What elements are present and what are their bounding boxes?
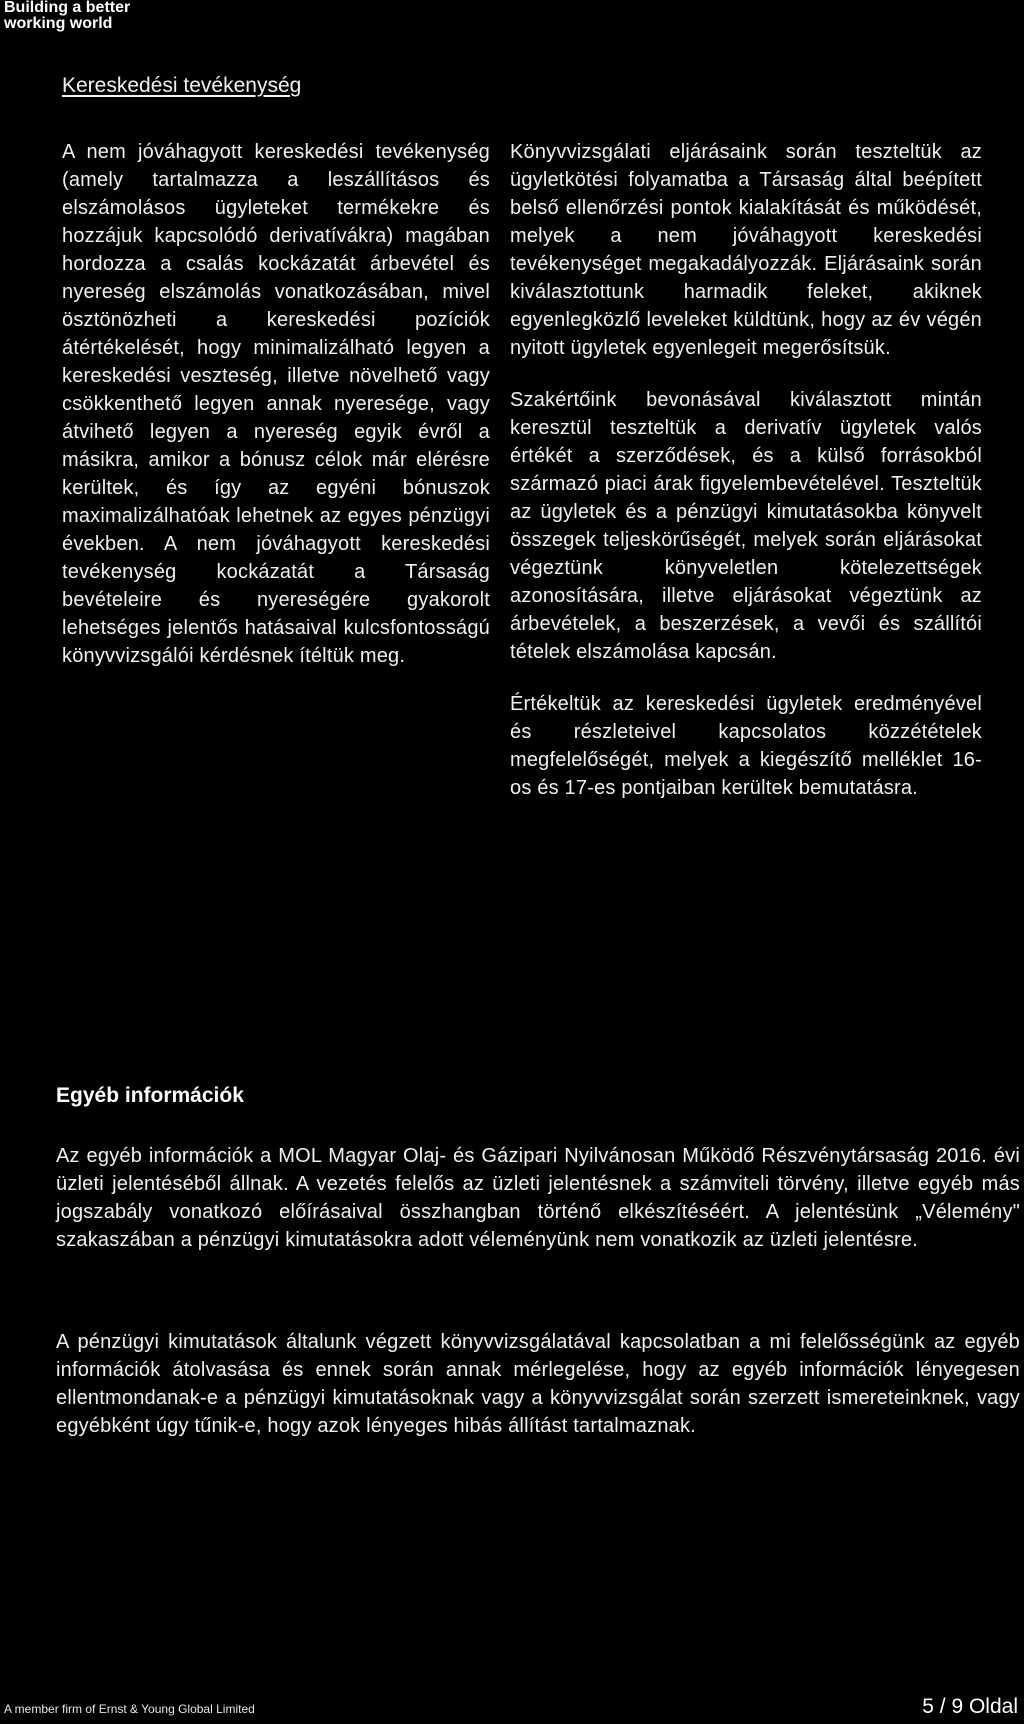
ey-tagline: Building a better working world xyxy=(4,0,131,32)
trading-section-heading: Kereskedési tevékenység xyxy=(62,74,302,97)
footer-member-note: A member firm of Ernst & Young Global Limited xyxy=(4,1702,255,1716)
key-audit-matter-column xyxy=(62,138,490,670)
other-information-heading: Egyéb információk xyxy=(56,1084,244,1107)
audit-response-paragraph-3: Értékeltük az kereskedési ügyletek eredményével és részleteivel kapcsolatos közzétételek megfelelőségét, melyek a kiegészítő melléklet 16-os és 17-es pontjaiban kerültek bemutatásra. xyxy=(510,693,982,799)
other-information-paragraph-2 xyxy=(56,1328,1020,1440)
audit-response-paragraph-2: Szakértőink bevonásával kiválasztott mintán keresztül teszteltük a derivatív ügyletek valós értékét a szerződések, és a külső forrásokból származó piaci árak figyelembevételével. Teszteltük az ügyletek és a pénzügyi kimutatásokba könyvelt összegek teljeskörűségét, melyek során eljárásokat végeztünk könyveletlen kötelezettségek azonosítására, illetve eljárásokat végeztünk az árbevételek, a beszerzések, a vevői és szállítói tételek elszámolása kapcsán. xyxy=(510,389,982,663)
key-audit-matter-paragraph: A nem jóváhagyott kereskedési tevékenység (amely tartalmazza a leszállításos és elszámolásos ügyleteket termékekre és hozzájuk kapcsolódó derivatívákra) magában hordozza a csalás kockázatát árbevétel és nyereség elszámolás vonatkozásában, mivel ösztönözheti a kereskedési pozíciók átértékelését, hogy minimalizálható legyen a kereskedési veszteség, illetve növelhető vagy csökkenthető legyen annak nyeresége, vagy átvihető legyen a nyereség egyik évről a másikra, amikor a bónusz célok már elérésre kerültek, és így az egyéni bónuszok maximalizálhatóak lehetnek az egyes pénzügyi években. A nem jóváhagyott kereskedési tevékenység kockázatát a Társaság bevételeire és nyereségére gyakorolt lehetséges jelentős hatásaival kulcsfontosságú könyvvizsgálói kérdésnek ítéltük meg. xyxy=(62,141,490,667)
other-information-text-1: Az egyéb információk a MOL Magyar Olaj- és Gázipari Nyilvánosan Működő Részvénytársaság 2016. évi üzleti jelentéséből állnak. A vezetés felelős az üzleti jelentésnek a számviteli törvény, illetve egyéb más jogszabály vonatkozó előírásaival összhangban történő elkészítéséért. A jelentésünk „Vélemény" szakaszában a pénzügyi kimutatásokra adott véleményünk nem vonatkozik az üzleti jelentésre. xyxy=(56,1145,1020,1251)
footer-page-number: 5 / 9 Oldal xyxy=(922,1695,1018,1718)
other-information-paragraph-1 xyxy=(56,1142,1020,1254)
other-information-text-2: A pénzügyi kimutatások általunk végzett könyvvizsgálatával kapcsolatban a mi felelősségünk az egyéb információk átolvasása és ennek során annak mérlegelése, hogy az egyéb információk lényegesen ellentmondanak-e a pénzügyi kimutatásoknak vagy a könyvvizsgálat során szerzett ismereteinknek, vagy egyébként úgy tűnik-e, hogy azok lényeges hibás állítást tartalmaznak. xyxy=(56,1331,1020,1437)
audit-response-paragraph-1: Könyvvizsgálati eljárásaink során teszteltük az ügyletkötési folyamatba a Társaság által beépített belső ellenőrzési pontok kialakítását és működését, melyek a nem jóváhagyott kereskedési tevékenységet megakadályozzák. Eljárásaink során kiválasztottunk harmadik feleket, akiknek egyenlegközlő leveleket küldtünk, hogy az év végén nyitott ügyletek egyenlegeit megerősítsük. xyxy=(510,141,982,359)
audit-response-column xyxy=(510,138,982,802)
